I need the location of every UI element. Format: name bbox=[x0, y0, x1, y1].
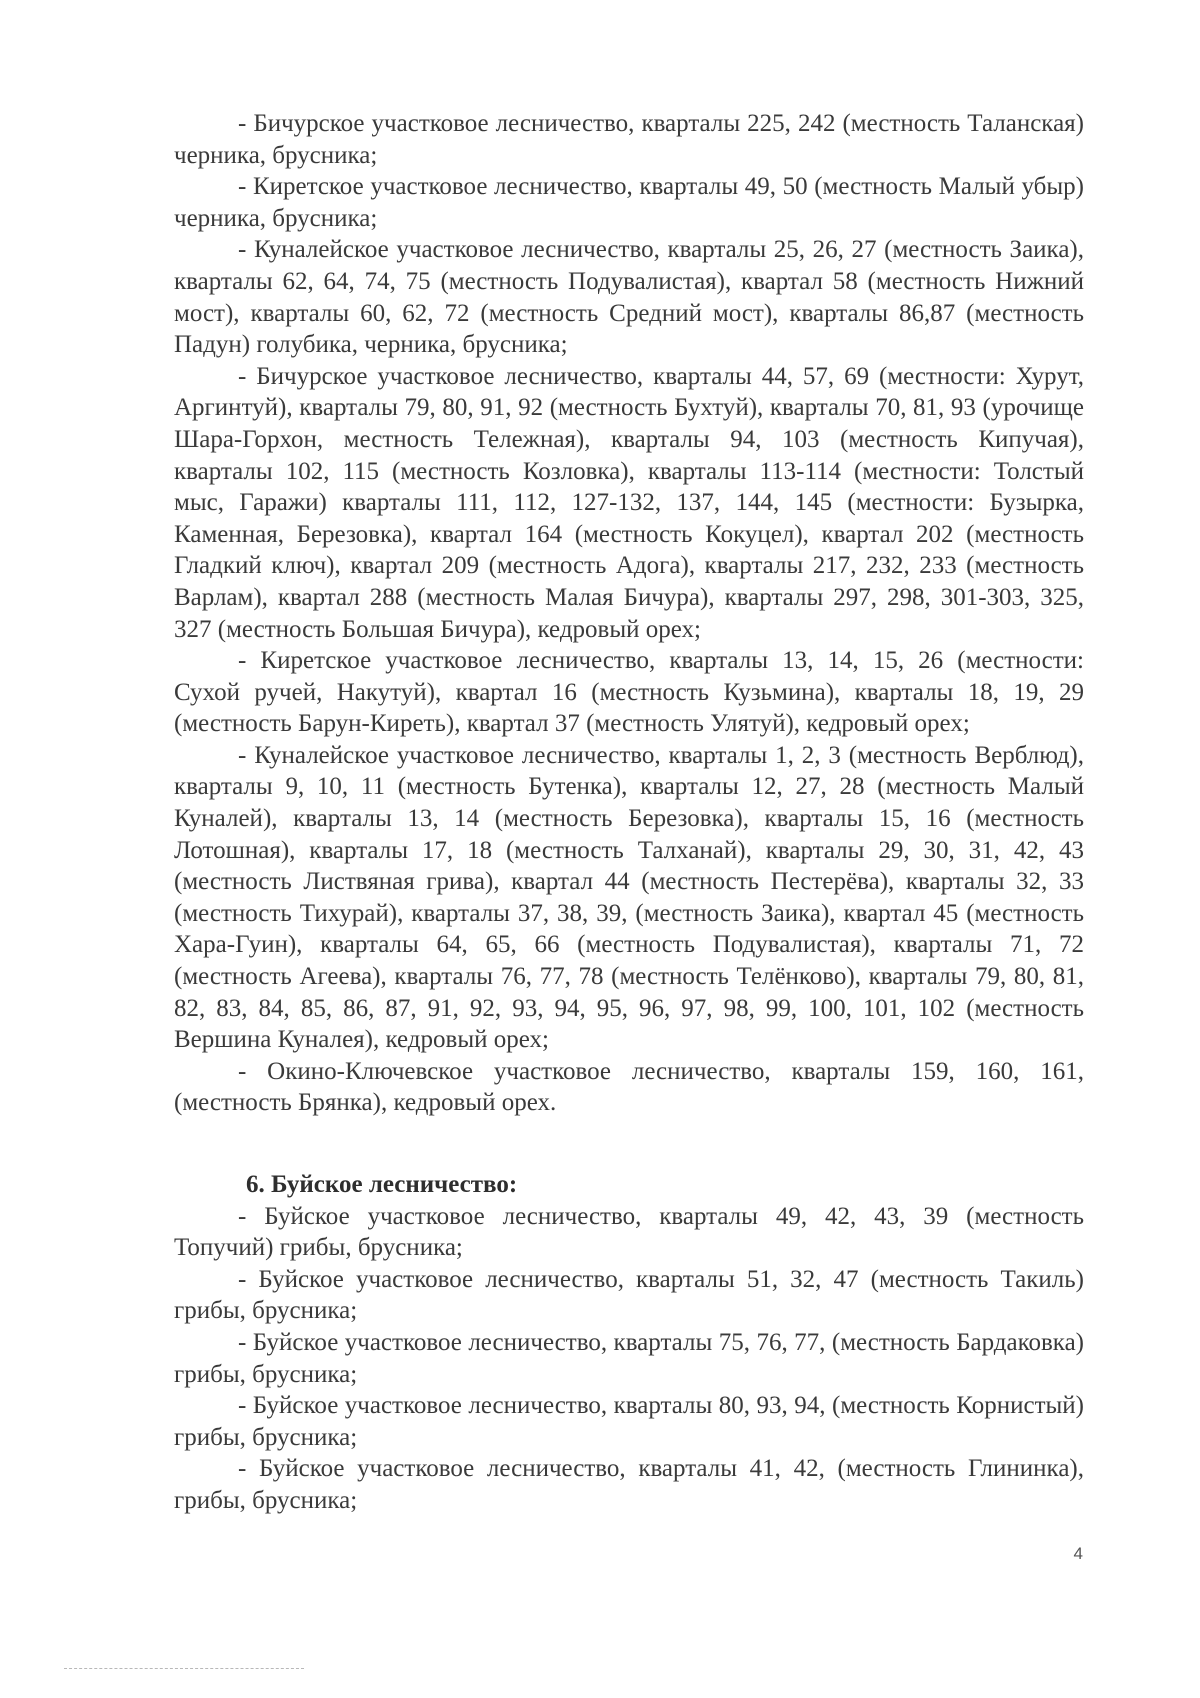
page-number: 4 bbox=[1073, 1544, 1083, 1563]
document-body bbox=[174, 108, 1084, 1517]
scan-artifact-line bbox=[64, 1668, 304, 1669]
paragraph: - Бичурское участковое лесничество, кварталы 44, 57, 69 (местности: Хурут, Аргинтуй), кварталы 79, 80, 91, 92 (местность Бухтуй), кварталы 70, 81, 93 (урочище Шара-Горхон, местность Тележная), кварталы 94, 103 (местность Кипучая), кварталы 102, 115 (местность Козловка), кварталы 113-114 (местности: Толстый мыс, Гаражи) кварталы 111, 112, 127-132, 137, 144, 145 (местности: Бузырка, Каменная, Березовка), квартал 164 (местность Кокуцел), квартал 202 (местность Гладкий ключ), квартал 209 (местность Адога), кварталы 217, 232, 233 (местность Варлам), квартал 288 (местность Малая Бичура), кварталы 297, 298, 301-303, 325, 327 (местность Большая Бичура), кедровый орех; bbox=[174, 362, 1084, 643]
paragraph: - Буйское участковое лесничество, кварталы 75, 76, 77, (местность Бардаковка) грибы, брусника; bbox=[174, 1328, 1084, 1388]
paragraph: - Киретское участковое лесничество, кварталы 13, 14, 15, 26 (местности: Сухой ручей, Накутуй), квартал 16 (местность Кузьмина), кварталы 18, 19, 29 (местность Барун-Киреть), квартал 37 (местность Улятуй), кедровый орех; bbox=[174, 647, 1084, 738]
section-spacer bbox=[174, 1119, 1084, 1169]
paragraph: - Буйское участковое лесничество, кварталы 51, 32, 47 (местность Такиль) грибы, брусника; bbox=[174, 1265, 1084, 1325]
section-heading: 6. Буйское лесничество: bbox=[246, 1171, 518, 1198]
paragraph: - Бичурское участковое лесничество, кварталы 225, 242 (местность Таланская) черника, брусника; bbox=[174, 110, 1084, 169]
paragraph: - Буйское участковое лесничество, кварталы 80, 93, 94, (местность Корнистый) грибы, брусника; bbox=[174, 1392, 1084, 1451]
paragraph: - Куналейское участковое лесничество, кварталы 25, 26, 27 (местность Заика), кварталы 62, 64, 74, 75 (местность Подувалистая), квартал 58 (местность Нижний мост), кварталы 60, 62, 72 (местность Средний мост), кварталы 86,87 (местность Падун) голубика, черника, брусника; bbox=[174, 236, 1084, 359]
paragraph: - Буйское участковое лесничество, кварталы 41, 42, (местность Глининка), грибы, брусника; bbox=[174, 1455, 1084, 1514]
paragraph: - Киретское участковое лесничество, кварталы 49, 50 (местность Малый убыр) черника, брусника; bbox=[174, 173, 1084, 232]
paragraph: - Куналейское участковое лесничество, кварталы 1, 2, 3 (местность Верблюд), кварталы 9, 10, 11 (местность Бутенка), кварталы 12, 27, 28 (местность Малый Куналей), кварталы 13, 14 (местность Березовка), кварталы 15, 16 (местность Лотошная), кварталы 17, 18 (местность Талханай), кварталы 29, 30, 31, 42, 43 (местность Листвяная грива), квартал 44 (местность Пестерёва), кварталы 32, 33 (местность Тихурай), кварталы 37, 38, 39, (местность Заика), квартал 45 (местность Хара-Гуин), кварталы 64, 65, 66 (местность Подувалистая), кварталы 71, 72 (местность Агеева), кварталы 76, 77, 78 (местность Телёнково), кварталы 79, 80, 81, 82, 83, 84, 85, 86, 87, 91, 92, 93, 94, 95, 96, 97, 98, 99, 100, 101, 102 (местность Вершина Куналея), кедровый орех; bbox=[174, 741, 1084, 1054]
paragraph: - Буйское участковое лесничество, кварталы 49, 42, 43, 39 (местность Топучий) грибы, брусника; bbox=[174, 1202, 1084, 1262]
paragraph: - Окино-Ключевское участковое лесничество, кварталы 159, 160, 161, (местность Брянка), кедровый орех. bbox=[174, 1057, 1084, 1117]
